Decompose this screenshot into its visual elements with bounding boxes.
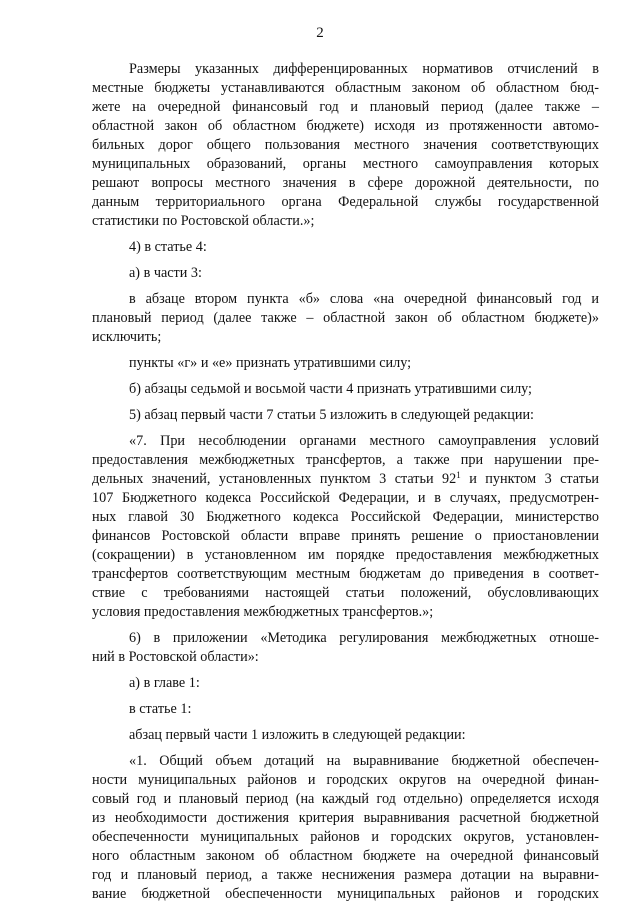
superscript: 1 [456, 470, 461, 480]
text-line: статистики по Ростовской области.»; [92, 213, 315, 229]
text-line: из необходимости достижения критерия выравнивания расчетной бюджетной [92, 810, 599, 826]
text-line: решают вопросы местного значения в сфере дорожной деятельности, по [92, 175, 599, 191]
text-line: местные бюджеты устанавливаются областным законом об областном бюд- [92, 80, 599, 96]
text-line: Размеры указанных дифференцированных нормативов отчислений в [129, 61, 599, 77]
item-article-4: 4) в статье 4: [129, 239, 207, 255]
text-line: ности муниципальных районов и городских округов на очередной финан- [92, 772, 599, 788]
text-fragment: дельных значений, установленных пунктом 3 статьи 92 [92, 471, 457, 487]
item-article-1: в статье 1: [129, 701, 192, 717]
page-number: 2 [316, 25, 324, 41]
item-article-5: 5) абзац первый части 7 статьи 5 изложить в следующей редакции: [129, 407, 535, 423]
text-line-with-superscript [92, 470, 599, 489]
text-line: бильных дорог общего пользования местного значения соответствующих [92, 137, 599, 153]
text-line: ных главой 30 Бюджетного кодекса Российской Федерации, министерство [92, 509, 599, 525]
text-line: ний в Ростовской области»: [92, 649, 259, 665]
paragraph-appendix [92, 629, 599, 667]
text-line: ного областным законом об областном бюджете на очередной финансовый [92, 848, 599, 864]
text-line: условия предоставления межбюджетных трансфертов.»; [92, 604, 434, 620]
text-line: «7. При несоблюдении органами местного самоуправления условий [129, 433, 599, 449]
text-line: совый год и плановый период (на каждый год отдельно) определяется исходя [92, 791, 599, 807]
text-line: финансов Ростовской области вправе принять решение о приостановлении [92, 528, 599, 544]
item-part-3: а) в части 3: [129, 265, 202, 281]
text-line: данным территориального органа Федеральной службы государственной [92, 194, 599, 210]
paragraph-road-norms [92, 60, 599, 231]
item-paragraphs-void: б) абзацы седьмой и восьмой части 4 признать утратившими силу; [129, 381, 532, 397]
item-part-1: абзац первый части 1 изложить в следующей редакции: [129, 727, 466, 743]
text-line: ствие с требованиями настоящей статьи положений, обусловливающих [92, 585, 599, 601]
paragraph-part-7 [92, 432, 599, 622]
text-line: областной закон об областном бюджете) исходя из протяженности автомо- [92, 118, 599, 134]
text-line: 6) в приложении «Методика регулирования межбюджетных отноше- [129, 630, 599, 646]
item-chapter-1: а) в главе 1: [129, 675, 200, 691]
text-line: (сокращении) в установленном им порядке предоставления межбюджетных [92, 547, 599, 563]
text-line: в абзаце втором пункта «б» слова «на очередной финансовый год и [129, 291, 599, 307]
text-line: «1. Общий объем дотаций на выравнивание бюджетной обеспечен- [129, 753, 599, 769]
item-points-void: пункты «г» и «е» признать утратившими силу; [129, 355, 412, 371]
document-body [92, 60, 599, 911]
text-line: плановый период (далее также – областной закон об областном бюджете)» [92, 310, 599, 326]
paragraph-subsidies [92, 752, 599, 904]
text-line: обеспеченности муниципальных районов и городских округов, установлен- [92, 829, 599, 845]
text-line: вание бюджетной обеспеченности муниципальных районов и городских [92, 886, 599, 902]
paragraph-exclude-words [92, 290, 599, 347]
text-line: трансфертов соответствующим местным бюджетам до приведения в соответ- [92, 566, 599, 582]
text-line: жете на очередной финансовый год и плановый период (далее также – [92, 99, 599, 115]
text-line: муниципальных образований, органы местного самоуправления которых [92, 156, 599, 172]
text-fragment: и пунктом 3 статьи [469, 471, 600, 487]
text-line: исключить; [92, 329, 162, 345]
text-line: предоставления межбюджетных трансфертов, а также при нарушении пре- [92, 452, 599, 468]
text-line: год и плановый период, а также неснижения размера дотации на выравни- [92, 867, 599, 883]
text-line: 107 Бюджетного кодекса Российской Федерации, и в случаях, предусмотрен- [92, 490, 599, 506]
